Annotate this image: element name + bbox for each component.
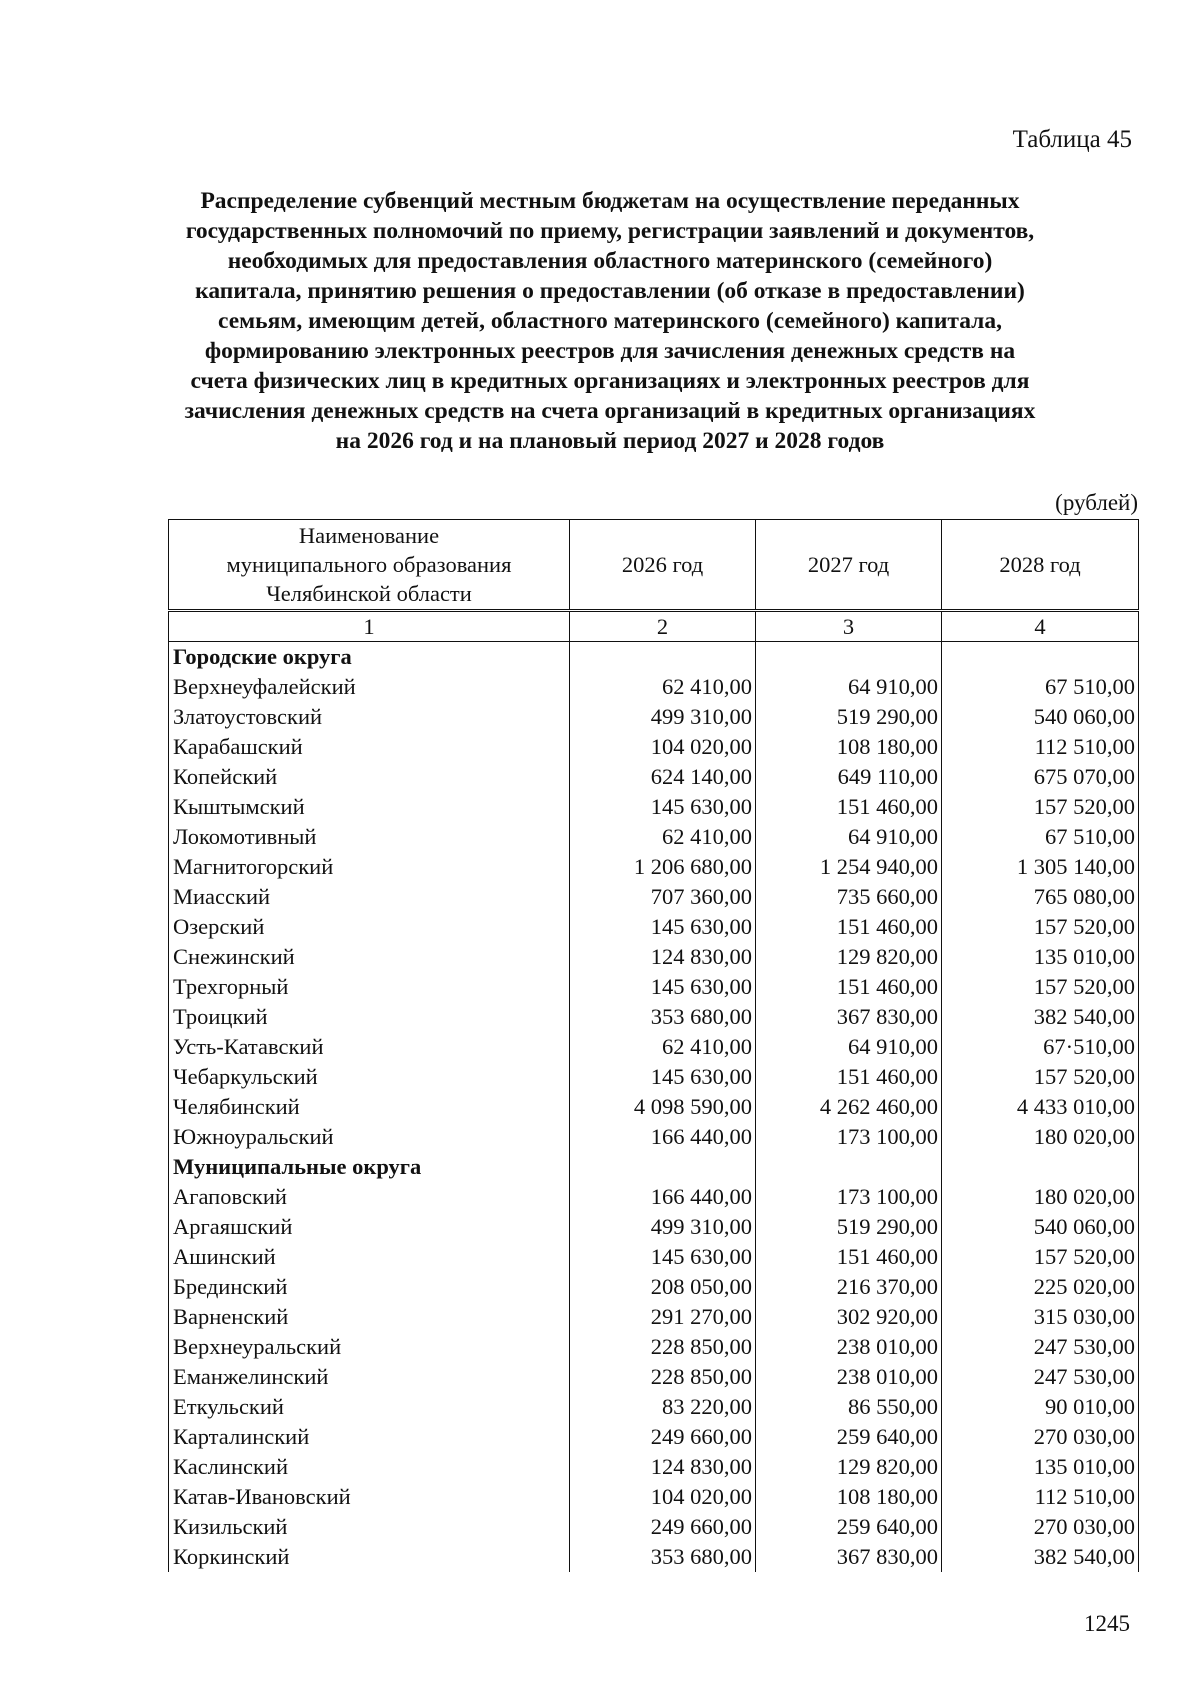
value-2027: 173 100,00 — [756, 1122, 942, 1152]
municipality-name: Снежинский — [169, 942, 570, 972]
value-2028: 135 010,00 — [942, 1452, 1139, 1482]
title-line: зачисления денежных средств на счета организаций в кредитных организациях — [184, 398, 1036, 424]
section-heading-row — [169, 1152, 1139, 1182]
value-2027: 519 290,00 — [756, 1212, 942, 1242]
municipality-name: Катав-Ивановский — [169, 1482, 570, 1512]
municipality-name: Копейский — [169, 762, 570, 792]
header-line: муниципального образования — [226, 552, 512, 577]
value-2027: 86 550,00 — [756, 1392, 942, 1422]
value-2027: 151 460,00 — [756, 792, 942, 822]
table-row — [169, 792, 1139, 822]
value-2026: 145 630,00 — [570, 972, 756, 1002]
table-row — [169, 1002, 1139, 1032]
value-2026: 707 360,00 — [570, 882, 756, 912]
value-2026: 353 680,00 — [570, 1002, 756, 1032]
municipality-name: Усть-Катавский — [169, 1032, 570, 1062]
municipality-name: Троицкий — [169, 1002, 570, 1032]
municipality-name: Миасский — [169, 882, 570, 912]
municipality-name: Локомотивный — [169, 822, 570, 852]
municipality-name: Брединский — [169, 1272, 570, 1302]
table-row — [169, 762, 1139, 792]
column-number-row — [169, 611, 1139, 642]
title-line: на 2026 год и на плановый период 2027 и 2028 годов — [335, 428, 885, 454]
table-row — [169, 912, 1139, 942]
value-2027: 238 010,00 — [756, 1362, 942, 1392]
value-2028: 157 520,00 — [942, 792, 1139, 822]
table-row — [169, 972, 1139, 1002]
table-row — [169, 1122, 1139, 1152]
municipality-name: Златоустовский — [169, 702, 570, 732]
value-2026: 624 140,00 — [570, 762, 756, 792]
municipality-name: Трехгорный — [169, 972, 570, 1002]
value-2028: 180 020,00 — [942, 1122, 1139, 1152]
title-line: необходимых для предоставления областного материнского (семейного) — [227, 248, 993, 274]
municipality-name: Кыштымский — [169, 792, 570, 822]
municipality-name: Каслинский — [169, 1452, 570, 1482]
value-2027: 216 370,00 — [756, 1272, 942, 1302]
value-2027: 108 180,00 — [756, 732, 942, 762]
value-2028: 247 530,00 — [942, 1362, 1139, 1392]
value-2026: 499 310,00 — [570, 702, 756, 732]
municipality-name: Еманжелинский — [169, 1362, 570, 1392]
value-2028: 765 080,00 — [942, 882, 1139, 912]
column-number: 1 — [169, 611, 570, 642]
municipality-name: Южноуральский — [169, 1122, 570, 1152]
table-row — [169, 1062, 1139, 1092]
empty-cell — [756, 642, 942, 673]
value-2026: 124 830,00 — [570, 942, 756, 972]
value-2027: 259 640,00 — [756, 1512, 942, 1542]
empty-cell — [942, 1152, 1139, 1182]
section-heading-row — [169, 642, 1139, 673]
value-2026: 62 410,00 — [570, 1032, 756, 1062]
value-2028: 67·510,00 — [942, 1032, 1139, 1062]
table-row — [169, 1302, 1139, 1332]
table-row — [169, 732, 1139, 762]
value-2026: 83 220,00 — [570, 1392, 756, 1422]
municipality-name: Агаповский — [169, 1182, 570, 1212]
value-2027: 151 460,00 — [756, 1242, 942, 1272]
table-row — [169, 1182, 1139, 1212]
value-2027: 367 830,00 — [756, 1542, 942, 1572]
value-2028: 540 060,00 — [942, 1212, 1139, 1242]
value-2027: 151 460,00 — [756, 972, 942, 1002]
header-2028: 2028 год — [942, 520, 1139, 611]
value-2027: 735 660,00 — [756, 882, 942, 912]
title-line: семьям, имеющим детей, областного материнского (семейного) капитала, — [218, 308, 1002, 334]
table-row — [169, 1512, 1139, 1542]
title-line: счета физических лиц в кредитных организациях и электронных реестров для — [190, 368, 1030, 394]
value-2027: 129 820,00 — [756, 1452, 942, 1482]
value-2027: 64 910,00 — [756, 1032, 942, 1062]
municipality-name: Еткульский — [169, 1392, 570, 1422]
value-2026: 228 850,00 — [570, 1362, 756, 1392]
value-2028: 540 060,00 — [942, 702, 1139, 732]
table-row — [169, 1332, 1139, 1362]
table-row — [169, 702, 1139, 732]
value-2026: 145 630,00 — [570, 792, 756, 822]
value-2028: 1 305 140,00 — [942, 852, 1139, 882]
value-2027: 64 910,00 — [756, 822, 942, 852]
value-2027: 151 460,00 — [756, 912, 942, 942]
value-2027: 302 920,00 — [756, 1302, 942, 1332]
value-2026: 166 440,00 — [570, 1182, 756, 1212]
value-2028: 225 020,00 — [942, 1272, 1139, 1302]
value-2026: 104 020,00 — [570, 1482, 756, 1512]
municipality-name: Челябинский — [169, 1092, 570, 1122]
value-2026: 166 440,00 — [570, 1122, 756, 1152]
value-2028: 157 520,00 — [942, 912, 1139, 942]
municipality-name: Кизильский — [169, 1512, 570, 1542]
value-2027: 108 180,00 — [756, 1482, 942, 1512]
value-2027: 4 262 460,00 — [756, 1092, 942, 1122]
value-2027: 151 460,00 — [756, 1062, 942, 1092]
column-number: 4 — [942, 611, 1139, 642]
municipality-name: Верхнеуральский — [169, 1332, 570, 1362]
value-2028: 112 510,00 — [942, 1482, 1139, 1512]
header-2027: 2027 год — [756, 520, 942, 611]
table-row — [169, 822, 1139, 852]
value-2026: 499 310,00 — [570, 1212, 756, 1242]
municipality-name: Верхнеуфалейский — [169, 672, 570, 702]
section-heading: Муниципальные округа — [169, 1152, 570, 1182]
table-header-row — [169, 520, 1139, 611]
title-line: капитала, принятию решения о предоставлении (об отказе в предоставлении) — [195, 278, 1025, 304]
value-2026: 208 050,00 — [570, 1272, 756, 1302]
header-municipality — [169, 520, 570, 611]
value-2028: 157 520,00 — [942, 1242, 1139, 1272]
header-line: Челябинской области — [266, 581, 472, 606]
empty-cell — [570, 642, 756, 673]
value-2026: 62 410,00 — [570, 822, 756, 852]
value-2028: 112 510,00 — [942, 732, 1139, 762]
table-row — [169, 1422, 1139, 1452]
value-2026: 353 680,00 — [570, 1542, 756, 1572]
value-2028: 67 510,00 — [942, 672, 1139, 702]
value-2028: 90 010,00 — [942, 1392, 1139, 1422]
header-line: Наименование — [298, 523, 440, 548]
value-2028: 382 540,00 — [942, 1002, 1139, 1032]
table-label: Таблица 45 — [1012, 126, 1132, 153]
title-line: Распределение субвенций местным бюджетам на осуществление переданных — [200, 188, 1020, 214]
table-row — [169, 1362, 1139, 1392]
value-2027: 238 010,00 — [756, 1332, 942, 1362]
table-row — [169, 1452, 1139, 1482]
value-2027: 367 830,00 — [756, 1002, 942, 1032]
empty-cell — [942, 642, 1139, 673]
table-row — [169, 672, 1139, 702]
value-2026: 291 270,00 — [570, 1302, 756, 1332]
value-2026: 1 206 680,00 — [570, 852, 756, 882]
empty-cell — [570, 1152, 756, 1182]
value-2026: 145 630,00 — [570, 1242, 756, 1272]
units-label: (рублей) — [1055, 490, 1138, 515]
value-2028: 675 070,00 — [942, 762, 1139, 792]
subvention-table — [168, 519, 1139, 1572]
value-2028: 135 010,00 — [942, 942, 1139, 972]
table-row — [169, 1032, 1139, 1062]
municipality-name: Карабашский — [169, 732, 570, 762]
table-row — [169, 1542, 1139, 1572]
value-2028: 315 030,00 — [942, 1302, 1139, 1332]
value-2026: 145 630,00 — [570, 1062, 756, 1092]
value-2026: 124 830,00 — [570, 1452, 756, 1482]
value-2028: 247 530,00 — [942, 1332, 1139, 1362]
municipality-name: Озерский — [169, 912, 570, 942]
value-2026: 4 098 590,00 — [570, 1092, 756, 1122]
value-2026: 249 660,00 — [570, 1422, 756, 1452]
empty-cell — [756, 1152, 942, 1182]
value-2027: 649 110,00 — [756, 762, 942, 792]
value-2028: 4 433 010,00 — [942, 1092, 1139, 1122]
value-2028: 157 520,00 — [942, 1062, 1139, 1092]
table-row — [169, 942, 1139, 972]
value-2027: 1 254 940,00 — [756, 852, 942, 882]
municipality-name: Варненский — [169, 1302, 570, 1332]
value-2026: 104 020,00 — [570, 732, 756, 762]
municipality-name: Карталинский — [169, 1422, 570, 1452]
value-2028: 270 030,00 — [942, 1512, 1139, 1542]
municipality-name: Чебаркульский — [169, 1062, 570, 1092]
header-2026: 2026 год — [570, 520, 756, 611]
table-row — [169, 1092, 1139, 1122]
municipality-name: Магнитогорский — [169, 852, 570, 882]
table-row — [169, 1272, 1139, 1302]
table-row — [169, 852, 1139, 882]
title-line: государственных полномочий по приему, регистрации заявлений и документов, — [185, 218, 1035, 244]
value-2026: 228 850,00 — [570, 1332, 756, 1362]
value-2026: 62 410,00 — [570, 672, 756, 702]
page-number: 1245 — [1084, 1611, 1130, 1636]
value-2027: 519 290,00 — [756, 702, 942, 732]
table-row — [169, 1242, 1139, 1272]
document-title — [150, 186, 1070, 456]
title-line: формированию электронных реестров для зачисления денежных средств на — [204, 338, 1016, 364]
value-2028: 67 510,00 — [942, 822, 1139, 852]
section-heading: Городские округа — [169, 642, 570, 673]
table-row — [169, 1392, 1139, 1422]
value-2027: 259 640,00 — [756, 1422, 942, 1452]
value-2026: 145 630,00 — [570, 912, 756, 942]
value-2028: 270 030,00 — [942, 1422, 1139, 1452]
value-2027: 129 820,00 — [756, 942, 942, 972]
municipality-name: Ашинский — [169, 1242, 570, 1272]
table-row — [169, 1482, 1139, 1512]
value-2026: 249 660,00 — [570, 1512, 756, 1542]
value-2027: 173 100,00 — [756, 1182, 942, 1212]
table-row — [169, 882, 1139, 912]
municipality-name: Коркинский — [169, 1542, 570, 1572]
value-2028: 157 520,00 — [942, 972, 1139, 1002]
value-2027: 64 910,00 — [756, 672, 942, 702]
municipality-name: Аргаяшский — [169, 1212, 570, 1242]
table-row — [169, 1212, 1139, 1242]
value-2028: 382 540,00 — [942, 1542, 1139, 1572]
column-number: 2 — [570, 611, 756, 642]
column-number: 3 — [756, 611, 942, 642]
value-2028: 180 020,00 — [942, 1182, 1139, 1212]
